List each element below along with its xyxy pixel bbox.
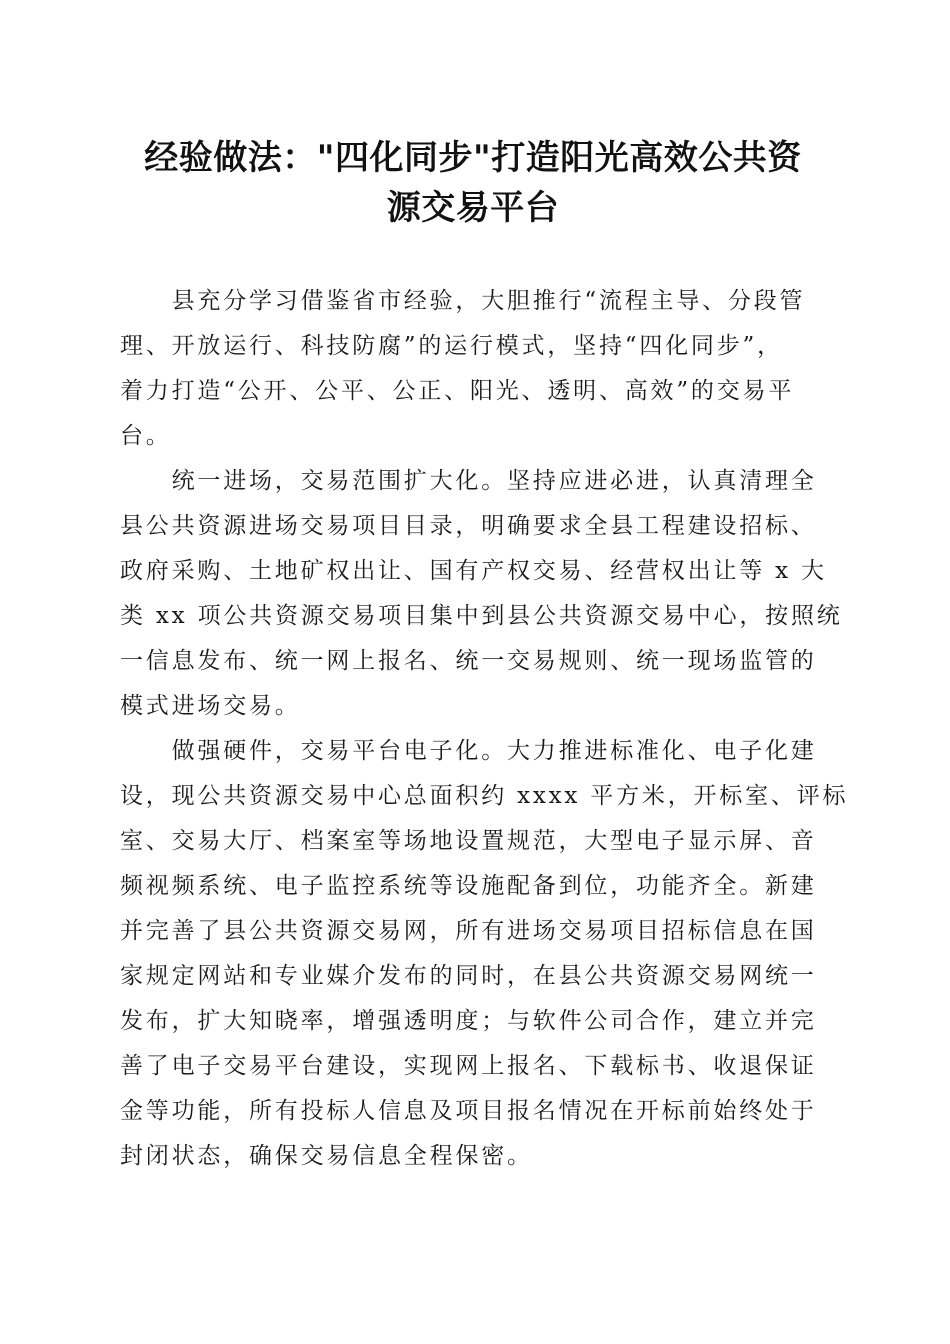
paragraph-line: 模式进场交易。: [120, 693, 301, 719]
paragraph-line: 政府采购、土地矿权出让、国有产权交易、经营权出让等 x 大: [120, 558, 827, 584]
paragraph-line: 统一进场，交易范围扩大化。坚持应进必进，认真清理全: [120, 468, 817, 494]
paragraph-line: 金等功能，所有投标人信息及项目报名情况在开标前始终处于: [120, 1098, 817, 1124]
paragraph-line: 理、开放运行、科技防腐”的运行模式，坚持“四化同步”，: [120, 333, 783, 359]
paragraph-line: 一信息发布、统一网上报名、统一交易规则、统一现场监管的: [120, 648, 817, 674]
paragraph-line: 做强硬件，交易平台电子化。大力推进标准化、电子化建: [120, 738, 817, 764]
paragraph-line: 频视频系统、电子监控系统等设施配备到位，功能齐全。新建: [120, 873, 817, 899]
document-title: [118, 133, 828, 233]
paragraph-3: [120, 729, 849, 1179]
paragraph-line: 县充分学习借鉴省市经验，大胆推行“流程主导、分段管: [120, 288, 806, 314]
paragraph-line: 并完善了县公共资源交易网，所有进场交易项目招标信息在国: [120, 918, 817, 944]
title-line-2: 源交易平台: [386, 188, 560, 228]
paragraph-line: 类 xx 项公共资源交易项目集中到县公共资源交易中心，按照统: [120, 603, 843, 629]
paragraph-line: 县公共资源进场交易项目目录，明确要求全县工程建设招标、: [120, 513, 817, 539]
paragraph-line: 善了电子交易平台建设，实现网上报名、下载标书、收退保证: [120, 1053, 817, 1079]
title-line-1: 经验做法："四化同步"打造阳光高效公共资: [144, 138, 802, 178]
paragraph-line: 发布，扩大知晓率，增强透明度；与软件公司合作，建立并完: [120, 1008, 817, 1034]
paragraph-line: 着力打造“公开、公平、公正、阳光、透明、高效”的交易平: [120, 378, 795, 404]
paragraph-1: [120, 279, 824, 459]
document-body: [120, 279, 849, 1179]
paragraph-line: 室、交易大厅、档案室等场地设置规范，大型电子显示屏、音: [120, 828, 817, 854]
paragraph-line: 设，现公共资源交易中心总面积约 xxxx 平方米，开标室、评标: [120, 783, 849, 809]
paragraph-line: 台。: [120, 423, 172, 449]
paragraph-line: 家规定网站和专业媒介发布的同时，在县公共资源交易网统一: [120, 963, 817, 989]
paragraph-line: 封闭状态，确保交易信息全程保密。: [120, 1143, 533, 1169]
paragraph-2: [120, 459, 843, 729]
